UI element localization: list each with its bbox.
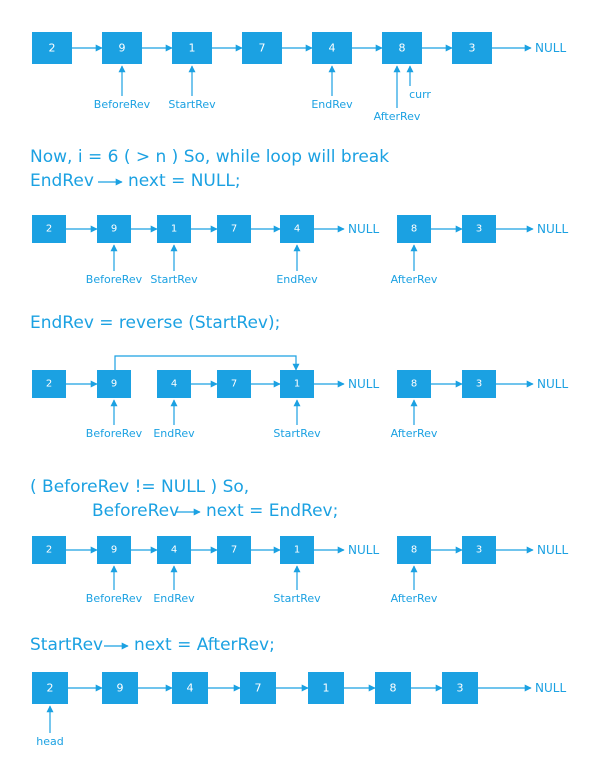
caption-loop-break: Now, i = 6 ( > n ) So, while loop will break [30,147,390,167]
caption-startrev-next-left: StartRev [30,635,104,655]
node-value: 4 [328,41,336,55]
node-value: 1 [293,544,301,556]
node-value: 4 [170,378,178,390]
list-node [308,672,344,704]
caption-startrev-next-right: next = AfterRev; [134,635,275,655]
pointer-label-curr: curr [409,88,431,101]
node-value: 7 [254,681,262,695]
node-value: 3 [468,41,476,55]
list-node [462,536,496,564]
node-value: 3 [456,681,464,695]
node-value: 7 [258,41,266,55]
node-value: 1 [170,223,178,235]
list-node [280,215,314,243]
list-node [157,536,191,564]
null-label: NULL [535,41,567,55]
stages-layer [32,32,568,748]
node-value: 9 [116,681,124,695]
list-node [157,370,191,398]
null-label: NULL [348,543,380,557]
node-value: 4 [186,681,194,695]
list-node [102,32,142,64]
list-node [397,370,431,398]
list-node [462,215,496,243]
list-node [157,215,191,243]
list-node [97,215,131,243]
pointer-label-endrev: EndRev [153,592,195,605]
node-value: 8 [410,378,418,390]
list-node [172,32,212,64]
caption-beforerev-next-right: next = EndRev; [206,501,339,521]
node-value: 8 [410,544,418,556]
list-node [217,215,251,243]
list-node [280,370,314,398]
list-node [242,32,282,64]
pointer-label-endrev: EndRev [276,273,318,286]
list-node [32,536,66,564]
node-value: 1 [322,681,330,695]
null-label: NULL [537,377,569,391]
caption-beforerev-next-left: BeforeRev [92,501,180,521]
node-value: 9 [110,544,118,556]
list-node [32,32,72,64]
list-node [217,536,251,564]
pointer-label-startrev: StartRev [273,592,321,605]
pointer-label-afterrev: AfterRev [373,110,421,123]
pointer-label-beforerev: BeforeRev [93,98,151,111]
node-value: 3 [475,544,483,556]
node-value: 7 [230,223,238,235]
list-node [97,536,131,564]
list-node [32,672,68,704]
caption-endrev-next-right: next = NULL; [128,171,241,191]
node-value: 1 [293,378,301,390]
list-node [397,215,431,243]
caption-endrev-next-left: EndRev [30,171,94,191]
pointer-label-beforerev: BeforeRev [85,592,143,605]
beforerev-link-arrow [115,356,296,370]
node-value: 2 [45,378,53,390]
pointer-label-startrev: StartRev [273,427,321,440]
pointer-label-beforerev: BeforeRev [85,273,143,286]
node-value: 4 [293,223,301,235]
node-value: 2 [45,223,53,235]
null-label: NULL [348,222,380,236]
node-value: 8 [410,223,418,235]
list-node [442,672,478,704]
node-value: 3 [475,223,483,235]
node-value: 9 [110,223,118,235]
null-label: NULL [537,543,569,557]
pointer-label-afterrev: AfterRev [390,592,438,605]
null-label: NULL [537,222,569,236]
node-value: 7 [230,544,238,556]
node-value: 2 [46,681,54,695]
list-node [97,370,131,398]
list-node [375,672,411,704]
pointer-label-startrev: StartRev [150,273,198,286]
list-node [462,370,496,398]
node-value: 2 [45,544,53,556]
list-node [280,536,314,564]
node-value: 3 [475,378,483,390]
null-label: NULL [348,377,380,391]
node-value: 4 [170,544,178,556]
node-value: 8 [389,681,397,695]
caption-reverse-call: EndRev = reverse (StartRev); [30,313,281,333]
list-node [102,672,138,704]
pointer-label-afterrev: AfterRev [390,273,438,286]
list-node [397,536,431,564]
list-node [312,32,352,64]
node-value: 8 [398,41,406,55]
node-value: 7 [230,378,238,390]
pointer-label-endrev: EndRev [311,98,353,111]
pointer-label-startrev: StartRev [168,98,216,111]
list-node [172,672,208,704]
null-label: NULL [535,681,567,695]
list-node [240,672,276,704]
list-node [32,370,66,398]
pointer-label-head: head [36,735,64,748]
node-value: 1 [188,41,196,55]
node-value: 9 [118,41,126,55]
pointer-label-endrev: EndRev [153,427,195,440]
caption-beforerev-check: ( BeforeRev != NULL ) So, [30,477,250,497]
pointer-label-beforerev: BeforeRev [85,427,143,440]
node-value: 2 [48,41,56,55]
list-node [382,32,422,64]
pointer-label-afterrev: AfterRev [390,427,438,440]
list-node [452,32,492,64]
node-value: 9 [110,378,118,390]
list-node [217,370,251,398]
list-node [32,215,66,243]
